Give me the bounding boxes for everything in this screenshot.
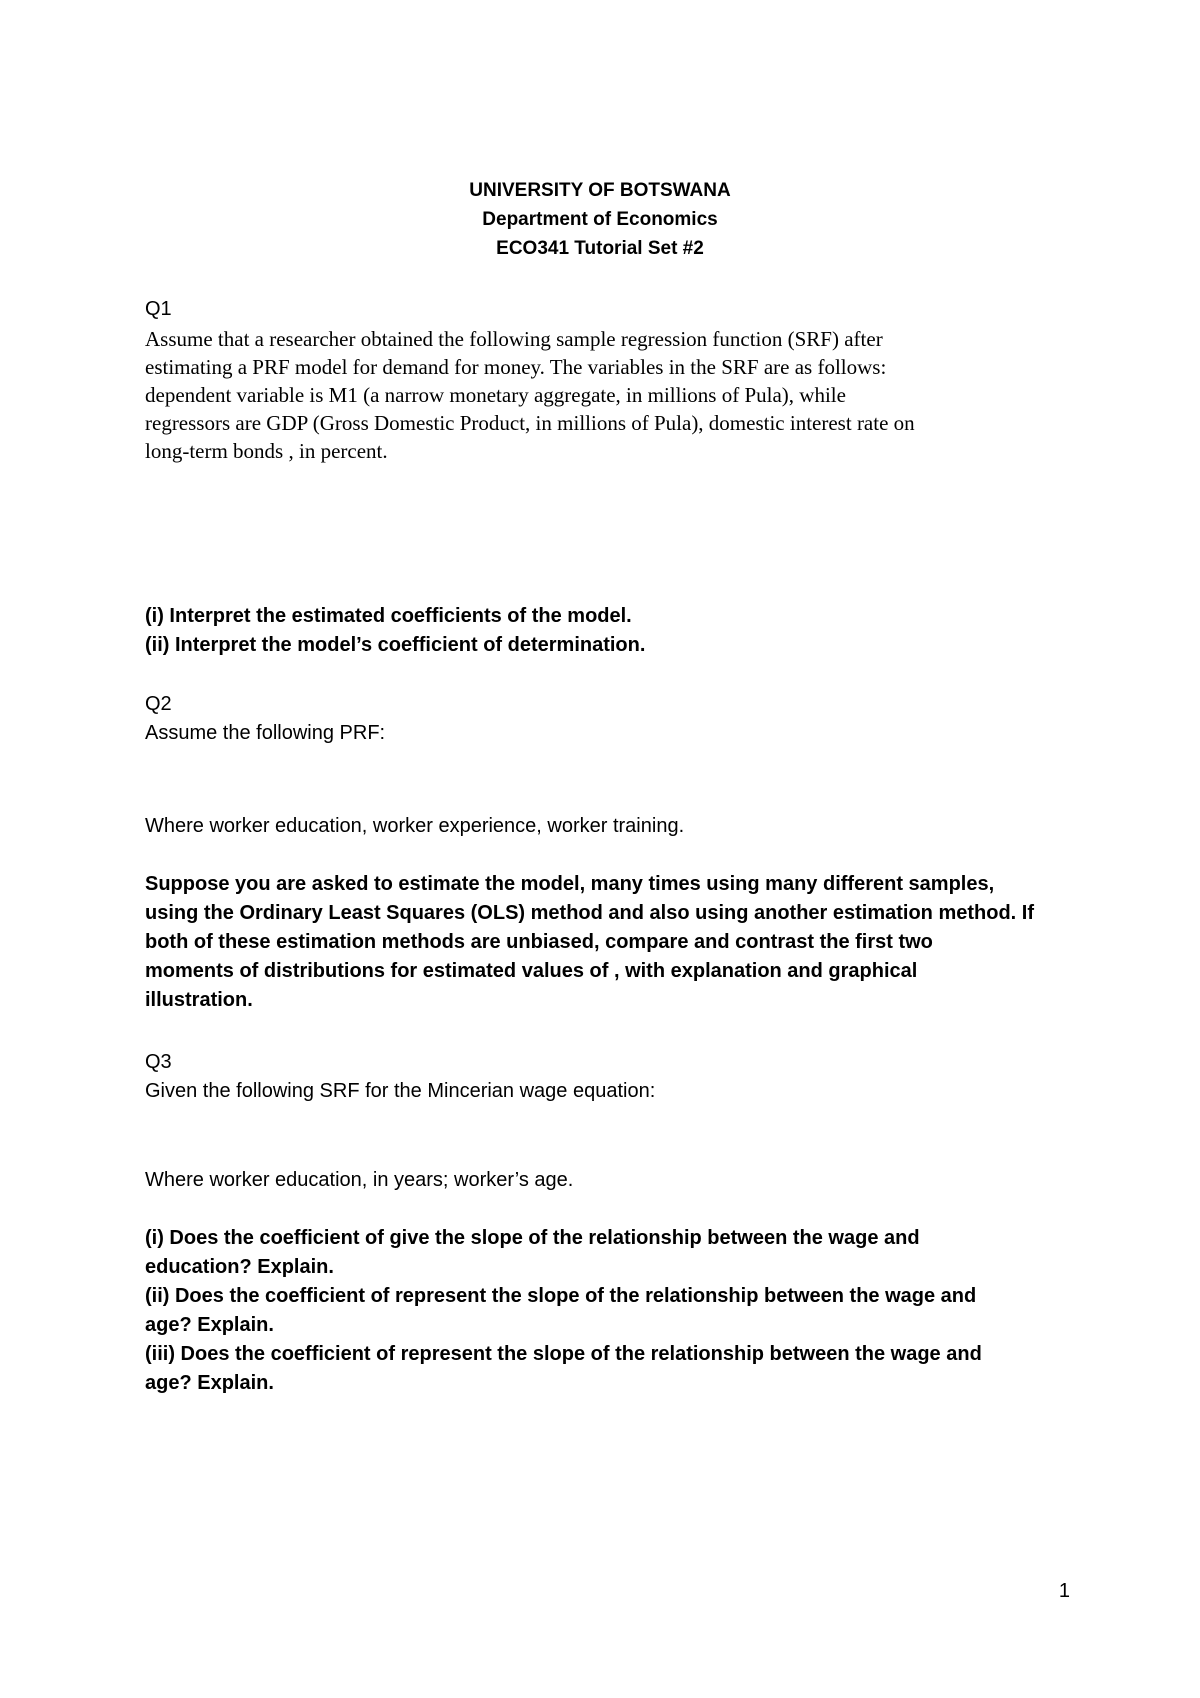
q1-label (145, 295, 1075, 324)
q1-body-line: Assume that a researcher obtained the following sample regression function (SRF) after (145, 327, 883, 351)
q3-part-line: (ii) Does the coefficient of represent the slope of the relationship between the wage and (145, 1285, 977, 1307)
q3-part-line: age? Explain. (145, 1314, 274, 1336)
q2-body-line: both of these estimation methods are unbiased, compare and contrast the first two (145, 931, 933, 953)
q3-label: Q3 (145, 1051, 172, 1073)
q1-part: (ii) Interpret the model’s coefficient of determination. (145, 634, 646, 656)
q1-body-line: regressors are GDP (Gross Domestic Product, in millions of Pula), domestic interest rate on (145, 411, 915, 435)
q3-part-line: (i) Does the coefficient of give the slope of the relationship between the wage and (145, 1227, 920, 1249)
q1-body-line: estimating a PRF model for demand for money. The variables in the SRF are as follows: (145, 355, 887, 379)
page-number: 1 (1058, 1580, 1070, 1602)
q2-head (145, 690, 1075, 748)
q3-part-line: age? Explain. (145, 1372, 274, 1394)
q1-label-text: Q1 (145, 298, 172, 320)
q3-where (145, 1166, 1075, 1195)
q2-where (145, 812, 1075, 841)
q3-part-line: education? Explain. (145, 1256, 334, 1278)
q2-body-line: moments of distributions for estimated values of , with explanation and graphical (145, 960, 918, 982)
q3-parts (145, 1224, 1075, 1398)
q3-head (145, 1048, 1075, 1106)
q1-body-line: dependent variable is M1 (a narrow monetary aggregate, in millions of Pula), while (145, 383, 846, 407)
department-title: Department of Economics (482, 209, 718, 230)
q3-where-text: Where worker education, in years; worker’s age. (145, 1169, 574, 1191)
q2-body-line: illustration. (145, 989, 253, 1011)
university-title: UNIVERSITY OF BOTSWANA (469, 180, 731, 201)
q2-body (145, 870, 1075, 1015)
q2-body-line: using the Ordinary Least Squares (OLS) method and also using another estimation method. If (145, 902, 1035, 924)
q3-intro: Given the following SRF for the Mincerian wage equation: (145, 1080, 656, 1102)
q2-intro: Assume the following PRF: (145, 722, 386, 744)
q1-body-line: long-term bonds , in percent. (145, 439, 388, 463)
q2-label: Q2 (145, 693, 172, 715)
q1-body (145, 325, 1075, 465)
q1-parts (145, 602, 1075, 660)
q2-where-text: Where worker education, worker experience, worker training. (145, 815, 685, 837)
tutorial-title: ECO341 Tutorial Set #2 (496, 238, 704, 259)
q2-body-line: Suppose you are asked to estimate the model, many times using many different samples, (145, 873, 995, 895)
q3-part-line: (iii) Does the coefficient of represent the slope of the relationship between the wage and (145, 1343, 982, 1365)
q1-part: (i) Interpret the estimated coefficients of the model. (145, 605, 632, 627)
